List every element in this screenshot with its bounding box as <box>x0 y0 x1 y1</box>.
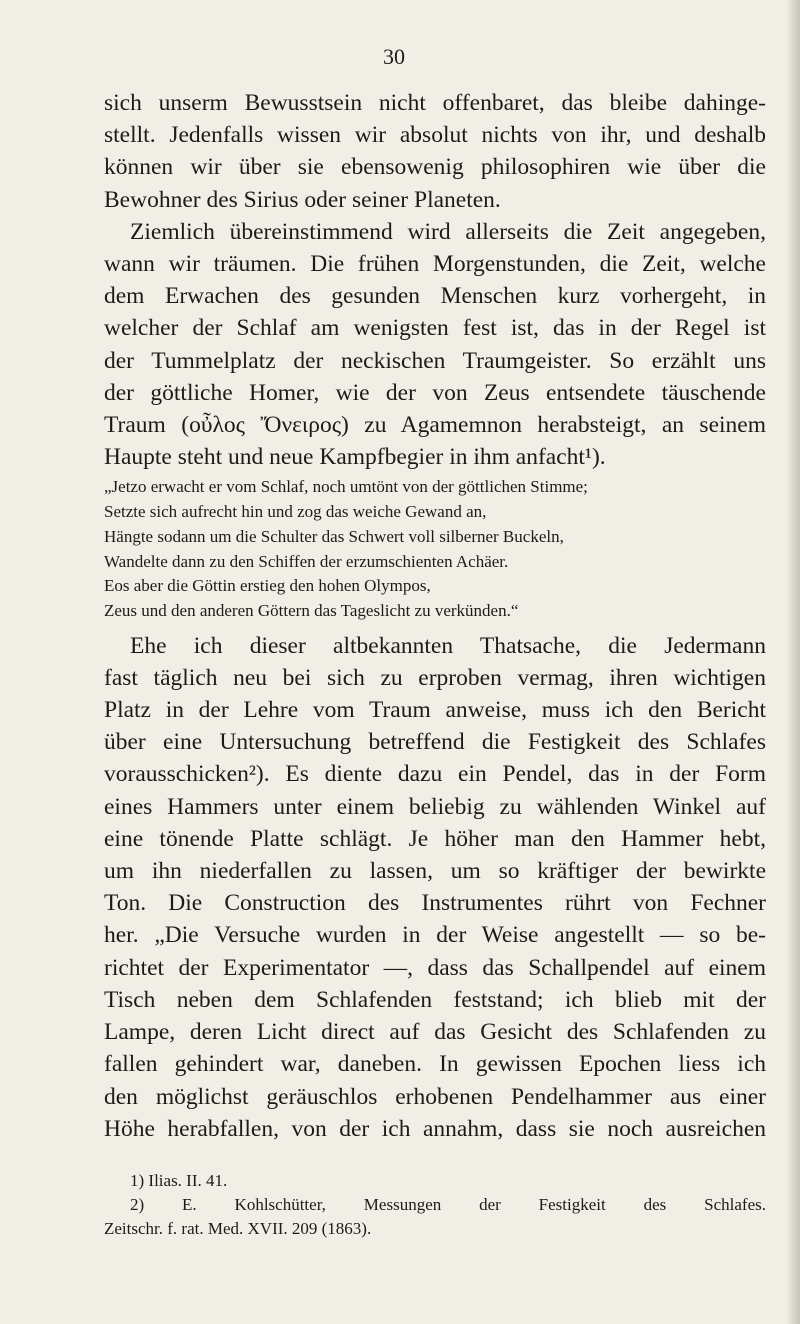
verse-line: Wandelte dann zu den Schiffen der erzumschienten Achäer. <box>104 551 509 571</box>
text-line: Bewohner des Sirius oder seiner Planeten. <box>104 186 501 213</box>
footnotes <box>104 1169 766 1241</box>
text-line: dem Erwachen des gesunden Menschen kurz vorhergeht, in <box>104 283 766 310</box>
text-line: fast täglich neu bei sich zu erproben vermag, ihren wichtigen <box>104 664 766 691</box>
text-line: den möglichst geräuschlos erhobenen Pendelhammer aus einer <box>104 1083 766 1110</box>
text-line: Platz in der Lehre vom Traum anweise, muss ich den Bericht <box>104 697 766 724</box>
text-line: Höhe herabfallen, von der ich annahm, dass sie noch ausreichen <box>104 1115 766 1142</box>
verse-line: Hängte sodann um die Schulter das Schwert voll silberner Buckeln, <box>104 526 564 546</box>
text-line: Haupte steht und neue Kampfbegier in ihm anfacht¹). <box>104 444 606 471</box>
verse-line: Eos aber die Göttin erstieg den hohen Olympos, <box>104 576 431 596</box>
text-line: wann wir träumen. Die frühen Morgenstunden, die Zeit, welche <box>104 251 766 278</box>
text-line: der göttliche Homer, wie der von Zeus entsendete täuschende <box>104 379 766 406</box>
page-edge-shadow <box>786 0 800 1324</box>
footnote: 1) Ilias. II. 41. <box>130 1171 228 1190</box>
text-line: der Tummelplatz der neckischen Traumgeister. So erzählt uns <box>104 347 766 374</box>
footnote: 2) E. Kohlschütter, Messungen der Festigkeit des Schlafes. <box>130 1195 766 1214</box>
text-line: Ziemlich übereinstimmend wird allerseits die Zeit angegeben, <box>130 218 766 245</box>
page-number: 30 <box>383 44 405 69</box>
text-line: Tisch neben dem Schlafenden feststand; ich blieb mit der <box>104 986 766 1013</box>
text-line: eines Hammers unter einem beliebig zu wählenden Winkel auf <box>104 793 766 820</box>
footnote-continuation: Zeitschr. f. rat. Med. XVII. 209 (1863). <box>104 1219 372 1238</box>
text-line: sich unserm Bewusstsein nicht offenbaret, das bleibe dahinge- <box>104 90 766 116</box>
text-line: welcher der Schlaf am wenigsten fest ist, das in der Regel ist <box>104 315 766 342</box>
verse-quote <box>104 475 766 623</box>
text-line: können wir über sie ebensowenig philosophiren wie über die <box>104 154 766 181</box>
text-line: Ton. Die Construction des Instrumentes rührt von Fechner <box>104 890 766 917</box>
text-line: eine tönende Platte schlägt. Je höher man den Hammer hebt, <box>104 825 766 852</box>
text-line: fallen gehindert war, daneben. In gewissen Epochen liess ich <box>104 1051 766 1078</box>
text-line: Ehe ich dieser altbekannten Thatsache, die Jedermann <box>130 632 766 659</box>
text-line: Traum (οὖλος Ὄνειρος) zu Agamemnon herabsteigt, an seinem <box>104 412 766 439</box>
verse-line: „Jetzo erwacht er vom Schlaf, noch umtönt von der göttlichen Stimme; <box>104 477 588 497</box>
text-line: vorausschicken²). Es diente dazu ein Pendel, das in der Form <box>104 761 766 788</box>
text-line: richtet der Experimentator —, dass das Schallpendel auf einem <box>104 954 766 981</box>
text-line: Lampe, deren Licht direct auf das Gesicht des Schlafenden zu <box>104 1019 766 1046</box>
text-line: stellt. Jedenfalls wissen wir absolut nichts von ihr, und deshalb <box>104 122 766 149</box>
main-text <box>104 87 766 1145</box>
verse-line: Zeus und den anderen Göttern das Tageslicht zu verkünden.“ <box>104 600 519 620</box>
text-line: her. „Die Versuche wurden in der Weise angestellt — so be- <box>104 922 766 949</box>
text-line: über eine Untersuchung betreffend die Festigkeit des Schlafes <box>104 729 766 756</box>
text-line: um ihn niederfallen zu lassen, um so kräftiger der bewirkte <box>104 858 766 885</box>
verse-line: Setzte sich aufrecht hin und zog das weiche Gewand an, <box>104 502 487 522</box>
